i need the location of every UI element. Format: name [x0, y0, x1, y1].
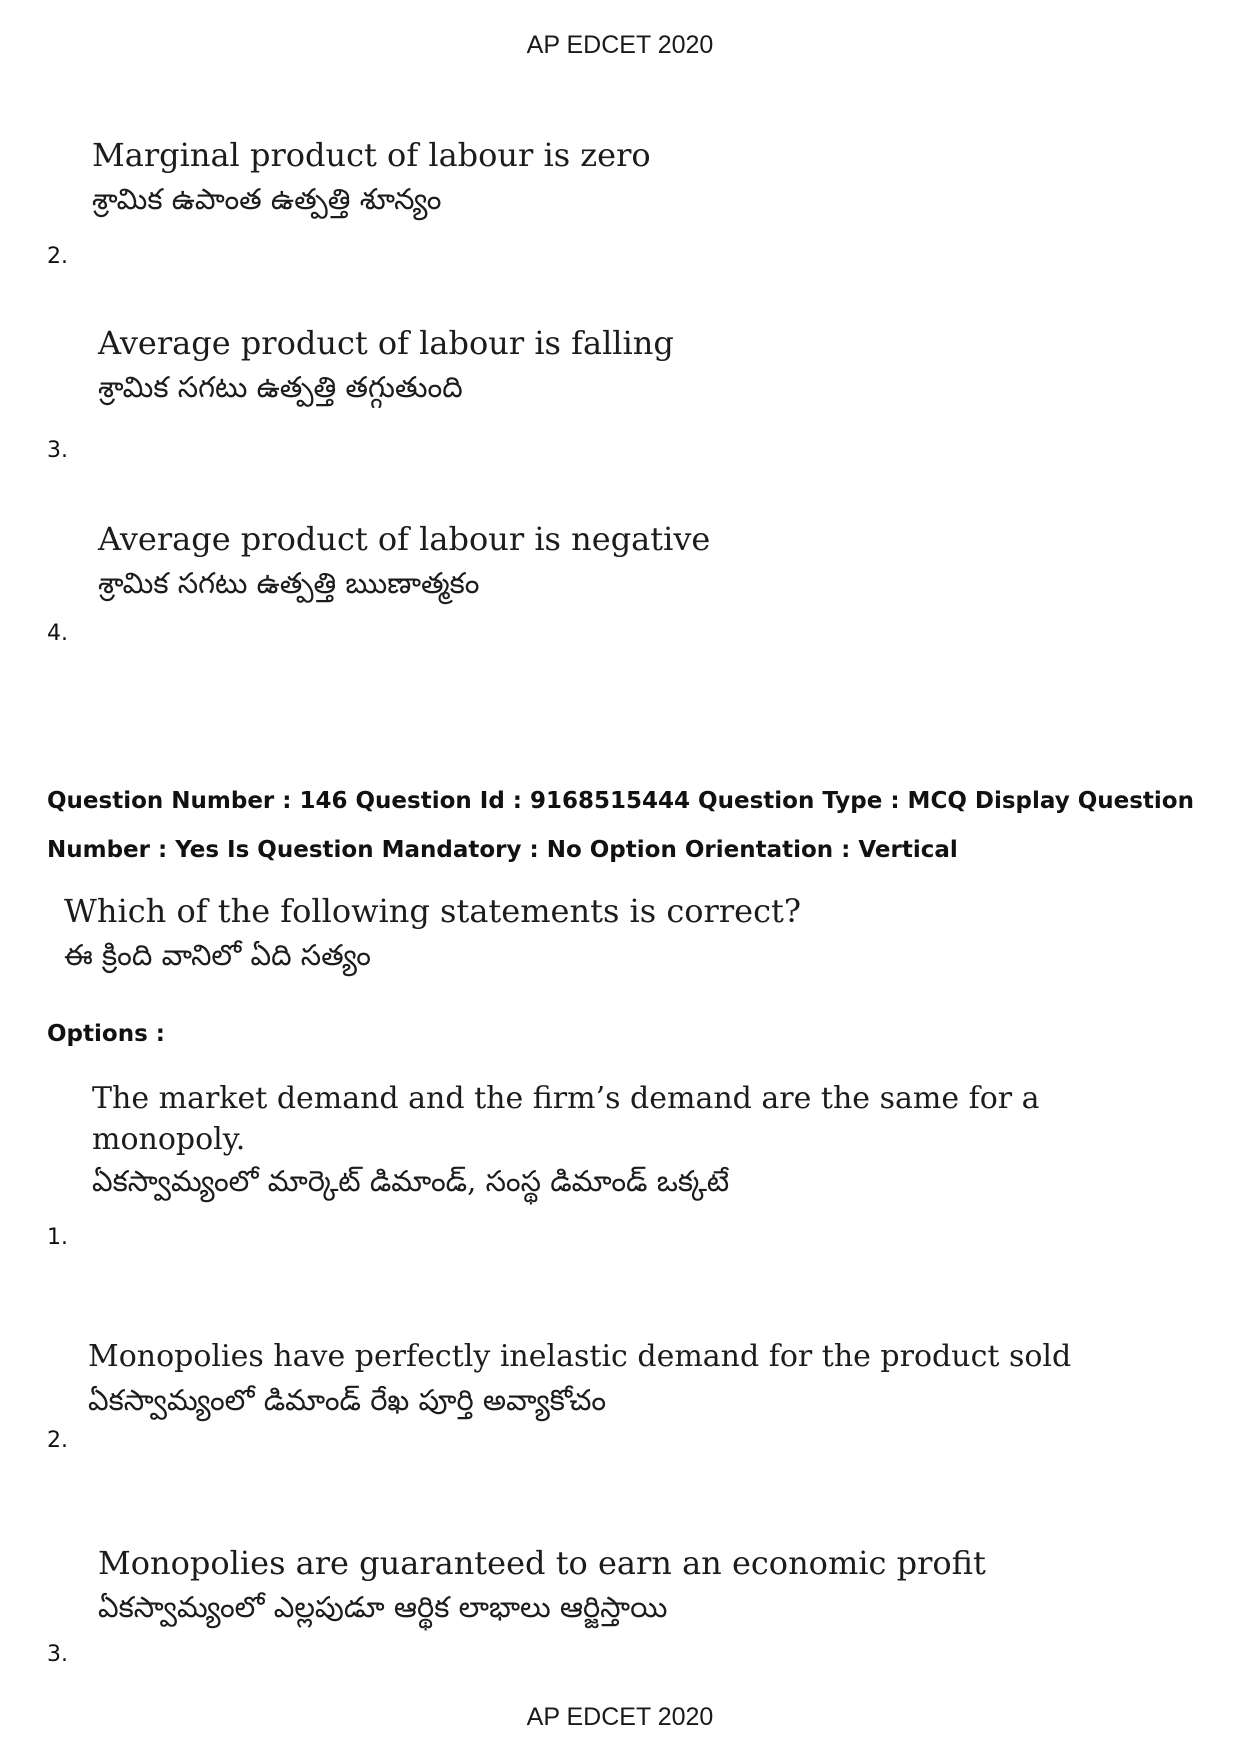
option-image: [88, 1335, 1071, 1421]
option-text-te: ఏకస్వామ్యంలో ఎల్లపుడూ ఆర్థిక లాభాలు ఆర్జిస్తాయి: [98, 1590, 668, 1625]
option-text-te: ఏకస్వామ్యంలో డిమాండ్ రేఖ పూర్తి అవ్యాకోచం: [88, 1382, 607, 1417]
question-text-te: ఈ క్రింది వానిలో ఏది సత్యం: [64, 938, 371, 973]
page-header: AP EDCET 2020: [526, 31, 714, 59]
option-number: 2.: [47, 1428, 68, 1453]
question-text: [64, 888, 801, 976]
option-image: [98, 320, 674, 408]
option-image: [98, 1540, 986, 1628]
option-text-en: Monopolies have perfectly inelastic demand for the product sold: [88, 1339, 1072, 1374]
option-text-en: The market demand and the firm’s demand are the same for a: [92, 1081, 1040, 1116]
question-meta-line1: Question Number : 146 Question Id : 9168515444 Question Type : MCQ Display Question: [47, 788, 1194, 814]
option-text-en: Average product of labour is negative: [98, 520, 711, 558]
option-text-en: Monopolies are guaranteed to earn an economic profit: [98, 1544, 986, 1582]
option-image: [98, 516, 710, 604]
question-text-en: Which of the following statements is correct?: [64, 892, 802, 930]
option-image: [92, 132, 651, 220]
option-number: 3.: [47, 438, 68, 463]
option-image: [92, 1078, 1040, 1201]
option-text-te: శ్రామిక సగటు ఉత్పత్తి ఋణాత్మకం: [98, 566, 480, 601]
option-text-en: monopoly.: [92, 1122, 246, 1158]
options-label: Options :: [47, 1021, 165, 1047]
option-text-en: Marginal product of labour is zero: [92, 136, 651, 174]
option-number: 2.: [47, 244, 68, 269]
option-number: 3.: [47, 1642, 68, 1667]
page-footer: AP EDCET 2020: [526, 1703, 714, 1731]
option-text-te: శ్రామిక ఉపాంత ఉత్పత్తి శూన్యం: [92, 182, 442, 217]
option-text-te: ఏకస్వామ్యంలో మార్కెట్ డిమాండ్, సంస్థ డిమాండ్ ఒక్కటే: [92, 1163, 730, 1198]
option-number: 4.: [47, 621, 68, 646]
question-meta-line2: Number : Yes Is Question Mandatory : No Option Orientation : Vertical: [47, 837, 958, 863]
option-number: 1.: [47, 1225, 68, 1250]
option-text-te: శ్రామిక సగటు ఉత్పత్తి తగ్గుతుంది: [98, 370, 463, 405]
option-text-en: Average product of labour is falling: [98, 324, 674, 362]
